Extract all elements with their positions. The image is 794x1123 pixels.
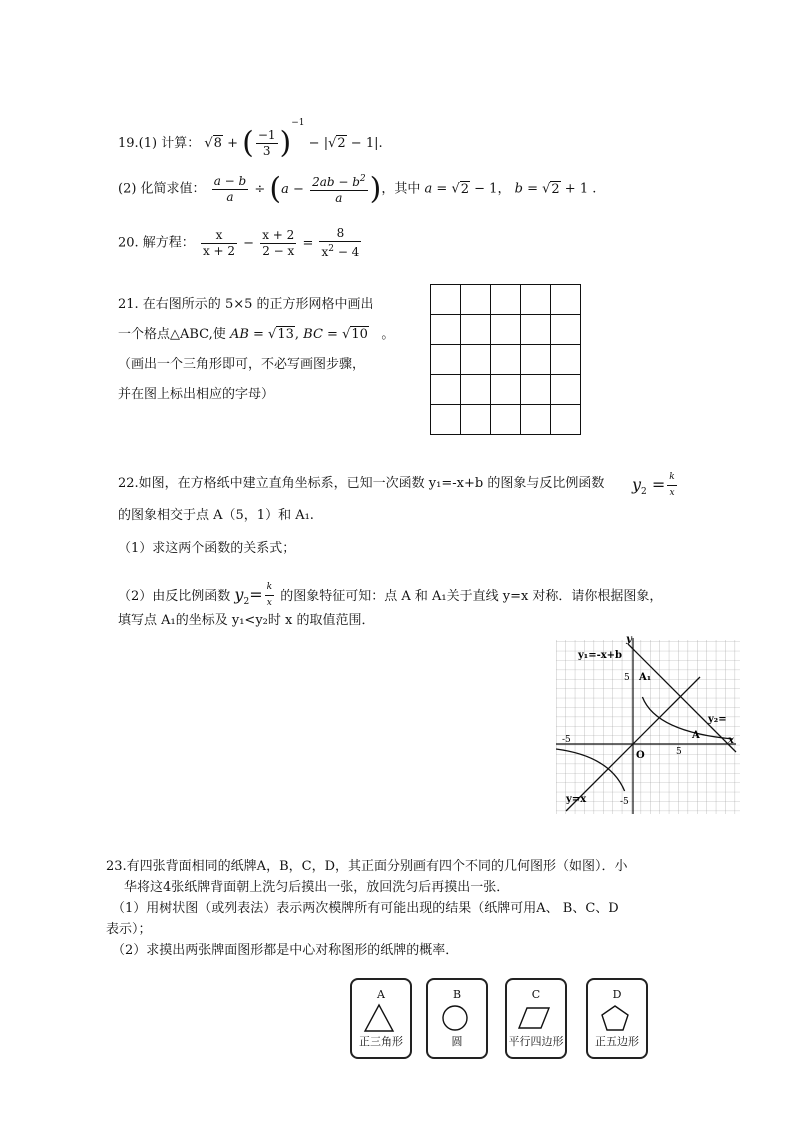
q20-equation: $\frac{x}{x + 2}$ − $\frac{x + 2}{2 - x}$ = $\frac{8}{x^2 - 4}$ — [202, 226, 360, 259]
card-A — [350, 978, 412, 1059]
q20-label: 20. 解方程： — [118, 235, 195, 251]
q22-item2-suffix: 的图象特征可知：点 A 和 A₁关于直线 y=x 对称．请你根据图象， — [280, 589, 663, 604]
tick-y-5: 5 — [624, 673, 630, 683]
q23-line1: 23.有四张背面相同的纸牌A，B，C，D，其正面分别画有四个不同的几何图形（如图）．小 — [106, 859, 628, 874]
q19-a-value: a — [424, 181, 433, 197]
q19-part2-condition: ，其中 — [381, 181, 421, 197]
q22-item2 — [118, 580, 662, 611]
card-letter: C — [531, 988, 541, 1001]
label-y2: y₂= — [708, 714, 727, 725]
circle-icon — [438, 1002, 472, 1034]
q21-line2-end: 。 — [381, 327, 395, 342]
label-A1: A₁ — [639, 672, 652, 683]
q23-item1b: 表示）； — [106, 922, 152, 937]
q21-line3: （画出一个三角形即可，不必写画图步骤， — [118, 357, 366, 372]
q22-item2-formula: $y_2=$ $\frac{k}{x}$ — [234, 582, 273, 608]
q22-coordinate-figure — [556, 632, 740, 814]
label-yx: y=x — [566, 794, 587, 805]
card-name: 平行四边形 — [508, 1035, 564, 1048]
label-x: x — [728, 735, 734, 746]
card-name: 圆 — [451, 1035, 463, 1048]
parallelogram-icon — [517, 1002, 551, 1034]
square-grid-5x5 — [430, 284, 581, 435]
q23-item1a: （1）用树状图（或列表法）表示两次模牌所有可能出现的结果（纸牌可用A、 B、C、D — [112, 901, 619, 916]
q22-item2-line2: 填写点 A₁的坐标及 y₁<y₂时 x 的取值范围． — [118, 613, 375, 628]
q19-part2: (2) 化简求值： $\frac{a - b}{a}$ ÷ (a − $\frac{2ab - b^2}{a}$ )，其中 a = √2 − 1， b = √2 + 1 . — [118, 171, 597, 206]
card-letter: D — [612, 988, 622, 1001]
q23-item2: （2）求摸出两张牌面图形都是中心对称图形的纸牌的概率． — [112, 943, 459, 958]
q22-line1 — [118, 475, 604, 493]
tick-x-5: 5 — [676, 747, 682, 757]
q19-part2-expression: $\frac{a - b}{a}$ ÷ (a − $\frac{2ab - b^2}{a}$ ) — [213, 171, 382, 206]
q22-line2: 的图象相交于点 A（5，1）和 A₁. — [118, 508, 314, 523]
card-letter: A — [377, 988, 385, 1001]
q19-part2-label: (2) 化简求值： — [118, 181, 206, 197]
card-name: 正五边形 — [595, 1035, 639, 1048]
card-B — [426, 978, 488, 1059]
card-name: 正三角形 — [359, 1035, 403, 1048]
q19-part1-label: 19.(1) 计算： — [118, 136, 201, 151]
pentagon-icon — [598, 1002, 632, 1034]
q22-y2-formula: $y_2$ = $\frac{k}{x}$ — [632, 472, 675, 498]
card-D — [586, 978, 648, 1059]
triangle-icon — [362, 1002, 396, 1034]
grid-background — [556, 640, 740, 814]
q20 — [118, 226, 363, 260]
q21-line2: 一个格点△ABC,使 AB = √13, BC = √10 。 — [118, 327, 395, 342]
card-C — [505, 978, 567, 1059]
q19-part1-expression: √8 + ( $\frac{-1}{3}$ )$^{-1}$ − |√2 − 1|. — [204, 118, 383, 161]
label-A: A — [692, 730, 700, 741]
q21-line2-text: 一个格点△ABC,使 — [118, 327, 226, 342]
q21-condition: AB — [229, 327, 249, 342]
card-letter: B — [452, 988, 462, 1001]
q21-line1: 21. 在右图所示的 5×5 的正方形网格中画出 — [118, 297, 374, 312]
q23-line2: 华将这4张纸牌背面朝上洗匀后摸出一张，放回洗匀后再摸出一张． — [124, 880, 510, 895]
label-O: O — [636, 750, 645, 761]
tick-x-neg5: -5 — [562, 735, 571, 745]
label-y: y — [626, 634, 632, 645]
q19-separator: ， — [497, 181, 511, 197]
q21-line4: 并在图上标出相应的字母） — [118, 387, 275, 402]
tick-y-neg5: -5 — [620, 797, 629, 807]
q22-item2-prefix: （2）由反比例函数 — [118, 589, 231, 604]
q19-part1 — [118, 114, 383, 159]
q22-item1: （1）求这两个函数的关系式； — [118, 541, 296, 556]
label-y1: y₁=-x+b — [578, 650, 623, 661]
q22-line1-text: 22.如图，在方格纸中建立直角坐标系，已知一次函数 y₁=-x+b 的图象与反比例函数 — [118, 476, 605, 491]
q19-b-value: b — [514, 181, 523, 197]
